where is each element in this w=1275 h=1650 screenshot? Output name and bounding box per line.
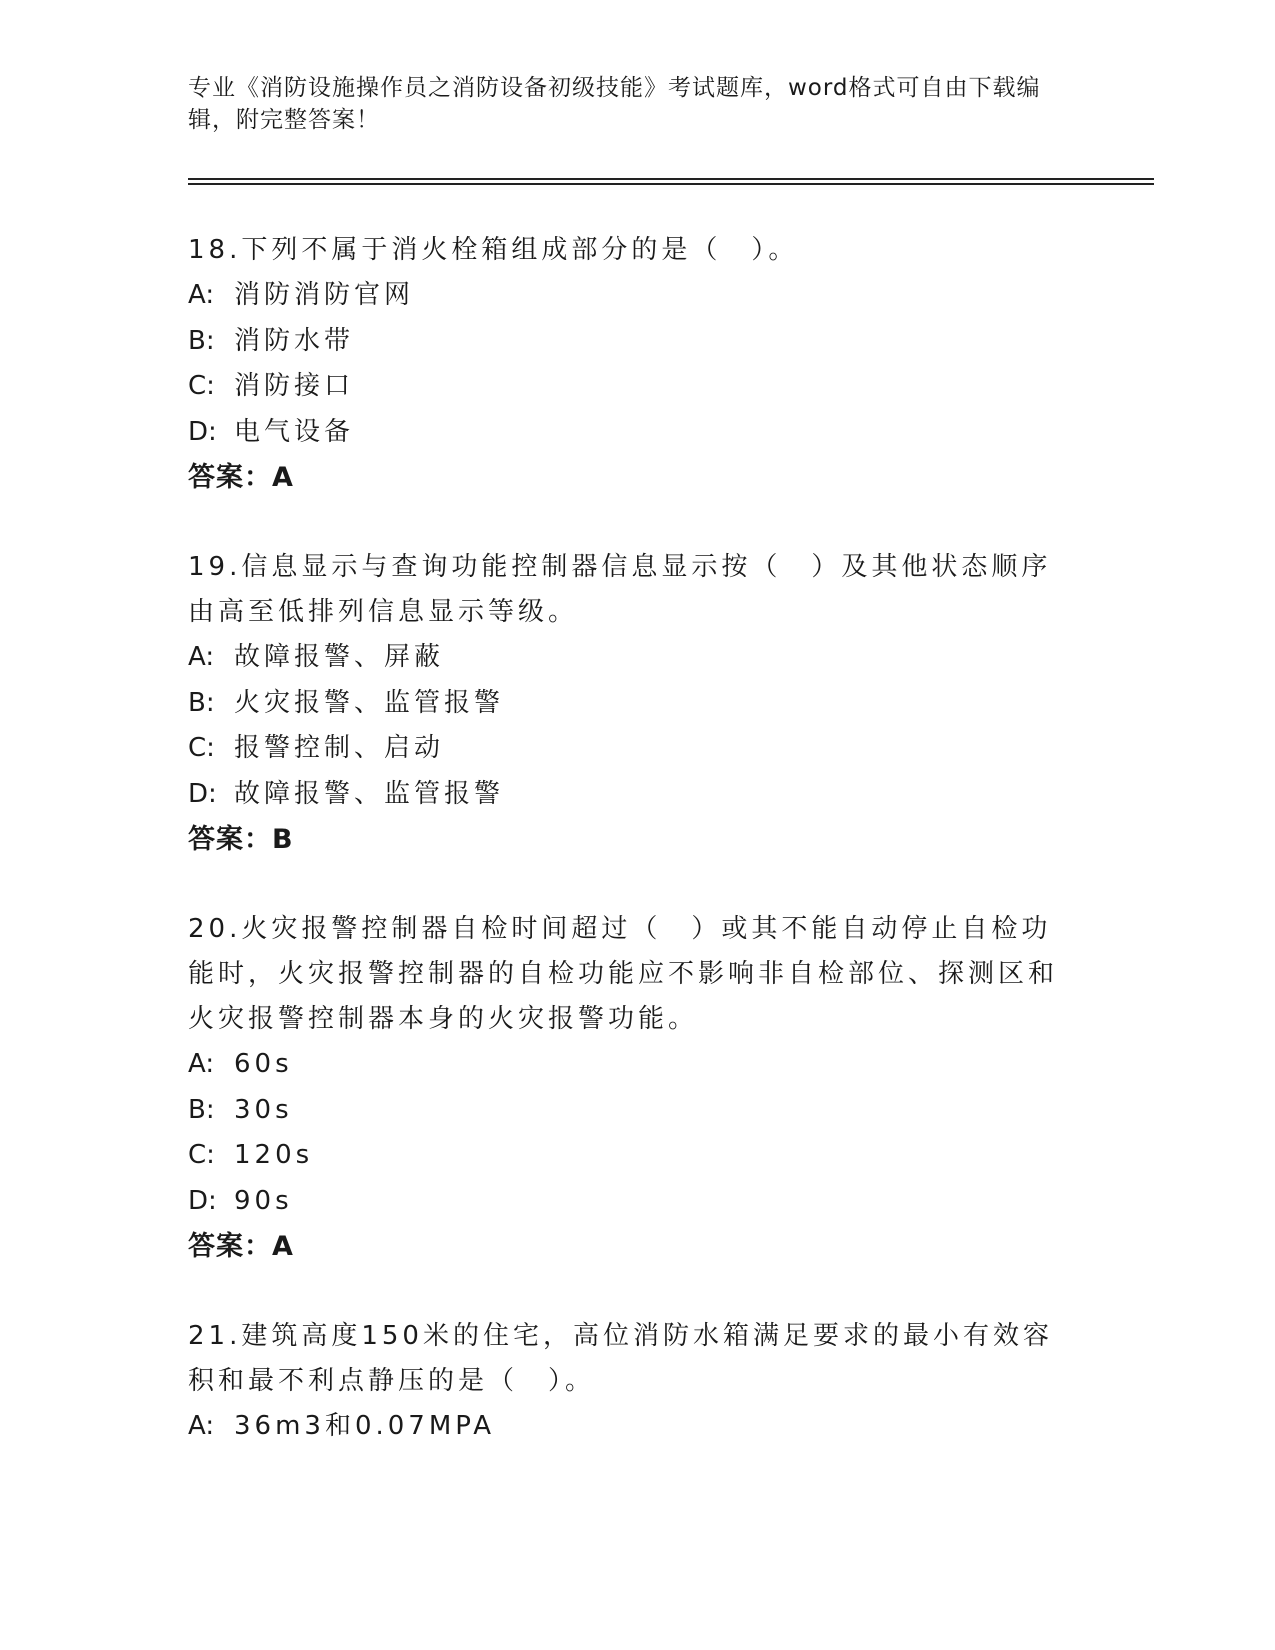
question-list bbox=[188, 228, 1068, 1450]
answer-line: 答案：A bbox=[188, 462, 294, 493]
option-label: C: bbox=[188, 1140, 215, 1170]
option-c bbox=[188, 726, 1068, 772]
option-label: D: bbox=[188, 1185, 217, 1216]
option-b bbox=[188, 319, 1068, 365]
option-c bbox=[188, 1133, 1068, 1179]
header-divider-bottom bbox=[188, 183, 1154, 185]
option-text: 消防水带 bbox=[234, 325, 355, 356]
option-label: A: bbox=[188, 1411, 215, 1441]
document-header: 专业《消防设施操作员之消防设备初级技能》考试题库，word格式可自由下载编辑，附完整答案！ bbox=[188, 75, 1041, 133]
option-d bbox=[188, 1179, 1068, 1225]
option-text: 60s bbox=[234, 1049, 293, 1079]
question-18 bbox=[188, 228, 1068, 545]
question-stem: 18.下列不属于消火栓箱组成部分的是（ ）。 bbox=[188, 235, 799, 265]
option-text: 消防消防官网 bbox=[234, 280, 415, 310]
option-b bbox=[188, 1088, 1068, 1134]
option-label: A: bbox=[188, 280, 215, 310]
question-stem: 19.信息显示与查询功能控制器信息显示按（ ）及其他状态顺序由高至低排列信息显示等级。 bbox=[188, 552, 1052, 627]
option-a bbox=[188, 273, 1068, 319]
option-d bbox=[188, 772, 1068, 818]
option-a bbox=[188, 1404, 1068, 1450]
option-a bbox=[188, 635, 1068, 681]
option-a bbox=[188, 1042, 1068, 1088]
question-stem: 20.火灾报警控制器自检时间超过（ ）或其不能自动停止自检功能时，火灾报警控制器的自检功能应不影响非自检部位、探测区和火灾报警控制器本身的火灾报警功能。 bbox=[188, 914, 1059, 1034]
option-d bbox=[188, 410, 1068, 456]
option-label: A: bbox=[188, 1049, 215, 1079]
option-text: 报警控制、启动 bbox=[234, 733, 445, 763]
option-text: 故障报警、屏蔽 bbox=[234, 642, 445, 672]
question-21 bbox=[188, 1314, 1068, 1450]
option-text: 消防接口 bbox=[234, 371, 355, 401]
answer-line: 答案：A bbox=[188, 1231, 294, 1262]
option-c bbox=[188, 364, 1068, 410]
option-b bbox=[188, 681, 1068, 727]
header-divider-top bbox=[188, 178, 1154, 180]
option-label: D: bbox=[188, 778, 217, 809]
question-19 bbox=[188, 545, 1068, 907]
question-stem: 21.建筑高度150米的住宅，高位消防水箱满足要求的最小有效容积和最不利点静压的是（ ）。 bbox=[188, 1321, 1053, 1396]
option-label: C: bbox=[188, 371, 215, 401]
question-20 bbox=[188, 907, 1068, 1314]
answer-line: 答案：B bbox=[188, 824, 294, 855]
option-text: 电气设备 bbox=[234, 416, 355, 447]
option-label: C: bbox=[188, 733, 215, 763]
option-label: D: bbox=[188, 416, 217, 447]
option-text: 90s bbox=[234, 1185, 293, 1216]
option-text: 故障报警、监管报警 bbox=[234, 778, 505, 809]
option-label: B: bbox=[188, 325, 215, 356]
option-text: 36m3和0.07MPA bbox=[234, 1411, 496, 1441]
option-text: 30s bbox=[234, 1094, 293, 1125]
option-text: 火灾报警、监管报警 bbox=[234, 687, 505, 718]
option-label: A: bbox=[188, 642, 215, 672]
option-text: 120s bbox=[234, 1140, 314, 1170]
option-label: B: bbox=[188, 687, 215, 718]
option-label: B: bbox=[188, 1094, 215, 1125]
